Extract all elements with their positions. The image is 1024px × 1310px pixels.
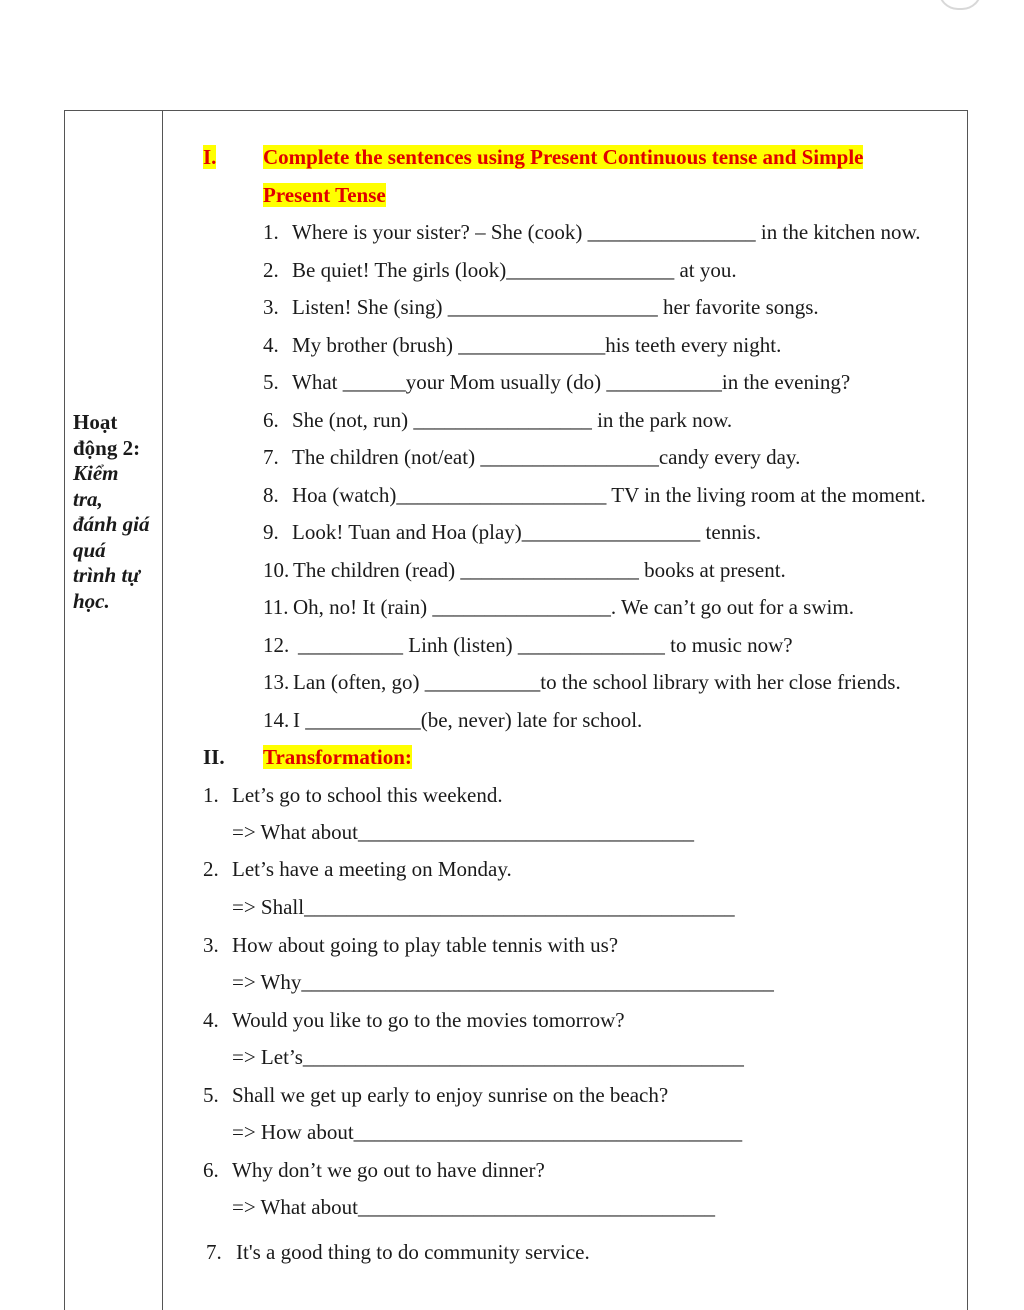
s1-item-text: The children (not/eat) _________________candy every day. xyxy=(292,445,801,469)
section1-number: I. xyxy=(203,145,217,169)
s2-item-num: 1. xyxy=(203,783,219,807)
s1-item-text: Lan (often, go) ___________to the school library with her close friends. xyxy=(293,670,901,694)
s1-item-num: 3. xyxy=(263,295,279,319)
s2-item-answer: => Let’s__________________________________________ xyxy=(232,1045,744,1069)
s1-item-num: 14. xyxy=(263,708,290,732)
s1-item-text: Oh, no! It (rain) _________________. We can’t go out for a swim. xyxy=(293,595,854,619)
s1-item-text: The children (read) _________________ books at present. xyxy=(293,558,786,582)
s2-item-sentence: Would you like to go to the movies tomorrow? xyxy=(232,1008,625,1032)
s1-item-num: 8. xyxy=(263,483,279,507)
activity-label-italic: quá xyxy=(73,537,106,562)
s1-item-num: 5. xyxy=(263,370,279,394)
s1-item-num: 12. xyxy=(263,633,290,657)
s2-item-sentence: Shall we get up early to enjoy sunrise on the beach? xyxy=(232,1083,669,1107)
activity-label xyxy=(73,410,159,614)
s2-item-num: 2. xyxy=(203,857,219,881)
s1-item-text: Listen! She (sing) ____________________ her favorite songs. xyxy=(292,295,819,319)
s1-item-text: She (not, run) _________________ in the park now. xyxy=(292,408,733,432)
s1-item-num: 6. xyxy=(263,408,279,432)
s2-item-answer: => How about_____________________________________ xyxy=(232,1120,743,1144)
section2-number: II. xyxy=(203,745,225,769)
activity-label-italic: tra, xyxy=(73,486,103,511)
s1-item-text: I ___________(be, never) late for school. xyxy=(293,708,643,732)
s2-item-sentence: Why don’t we go out to have dinner? xyxy=(232,1158,545,1182)
section1-title-line1: Complete the sentences using Present Continuous tense and Simple xyxy=(263,145,864,169)
s2-item-answer: => Shall_________________________________________ xyxy=(232,895,735,919)
s1-item-num: 1. xyxy=(263,220,279,244)
s2-item-answer: => What about________________________________ xyxy=(232,820,694,844)
s1-item-text: Be quiet! The girls (look)________________ at you. xyxy=(292,258,737,282)
activity-label-italic: học. xyxy=(73,588,110,613)
s2-item-sentence: Let’s go to school this weekend. xyxy=(232,783,503,807)
activity-label-italic: đánh giá xyxy=(73,512,150,536)
s2-item-sentence: It's a good thing to do community service. xyxy=(236,1240,590,1264)
s2-item-sentence: How about going to play table tennis with us? xyxy=(232,933,619,957)
s2-item-num: 5. xyxy=(203,1083,219,1107)
activity-label-italic: Kiểm xyxy=(73,461,119,485)
s1-item-text: __________ Linh (listen) ______________ to music now? xyxy=(298,633,793,657)
s1-item-text: Look! Tuan and Hoa (play)_________________ tennis. xyxy=(292,520,761,544)
activity-label-line1: Hoạt xyxy=(73,410,118,434)
section1-title-line2: Present Tense xyxy=(263,183,386,207)
s1-item-text: What ______your Mom usually (do) ___________in the evening? xyxy=(292,370,851,394)
s2-item-num: 4. xyxy=(203,1008,219,1032)
activity-label-italic: trình tự xyxy=(73,563,140,587)
s2-item-answer: => Why_____________________________________________ xyxy=(232,970,774,994)
s1-item-num: 4. xyxy=(263,333,279,357)
s1-item-num: 13. xyxy=(263,670,290,694)
s2-item-answer: => What about__________________________________ xyxy=(232,1195,715,1219)
s2-item-num: 6. xyxy=(203,1158,219,1182)
corner-watermark xyxy=(938,0,982,10)
s1-item-num: 9. xyxy=(263,520,279,544)
s2-item-sentence: Let’s have a meeting on Monday. xyxy=(232,857,512,881)
activity-label-line2: động 2: xyxy=(73,435,141,460)
s1-item-num: 7. xyxy=(263,445,279,469)
s2-item-num: 7. xyxy=(206,1240,222,1264)
s1-item-num: 11. xyxy=(263,595,289,619)
s1-item-text: My brother (brush) ______________his teeth every night. xyxy=(292,333,782,357)
section2-title: Transformation: xyxy=(263,745,412,769)
s1-item-text: Hoa (watch)____________________ TV in the living room at the moment. xyxy=(292,483,926,507)
s1-item-num: 2. xyxy=(263,258,279,282)
s2-item-num: 3. xyxy=(203,933,219,957)
s1-item-num: 10. xyxy=(263,558,290,582)
column-divider xyxy=(162,110,163,1310)
s1-item-text: Where is your sister? – She (cook) ________________ in the kitchen now. xyxy=(292,220,921,244)
